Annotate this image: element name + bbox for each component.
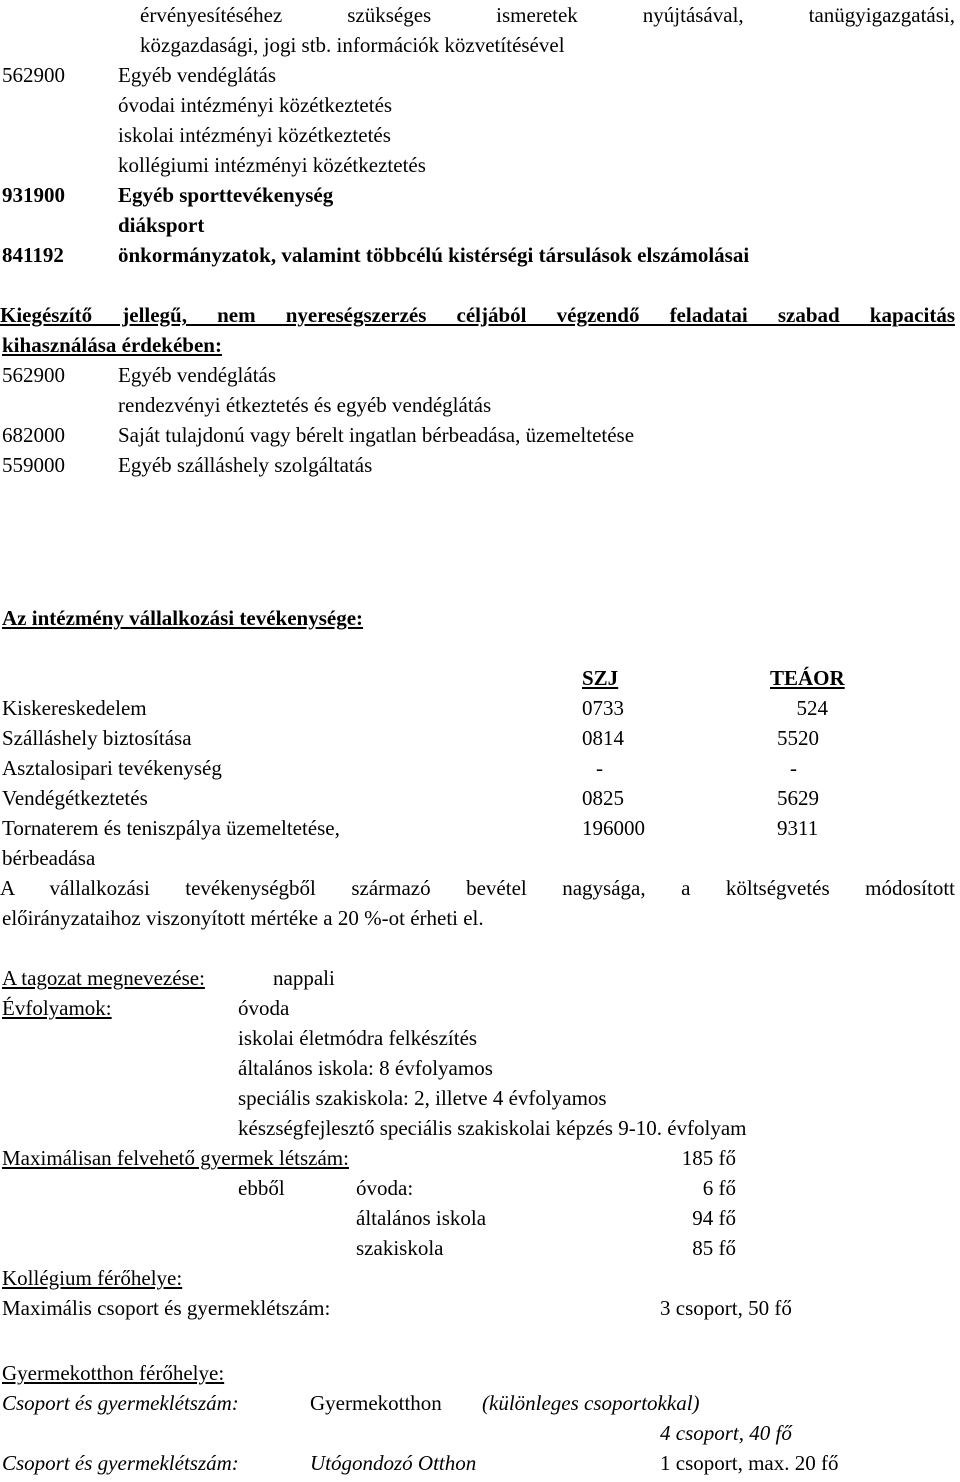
business-table-row [0,813,960,843]
dormitory-heading-line [0,1263,960,1293]
capacity-breakdown-name: általános iskola [356,1206,487,1230]
business-heading-line [0,603,960,633]
business-szj-code: 196000 [582,816,645,840]
supplementary-heading-line-1 [0,300,960,330]
intro-text-2: közgazdasági, jogi stb. információk közvetítésével [140,33,565,57]
intro-text-1: érvényesítéséhez szükséges ismeretek nyújtásával, tanügyigazgatási, [140,3,955,27]
activity-label: önkormányzatok, valamint többcélú kistérségi társulások elszámolásai [118,243,750,267]
grades-line [0,1023,960,1053]
business-activity-name: Szálláshely biztosítása [2,726,192,750]
activity-row [0,210,960,240]
childrens-home-row-1-value [0,1418,960,1448]
supplementary-code: 559000 [2,453,65,477]
supplementary-row [0,390,960,420]
supplementary-row [0,360,960,390]
group-count-label: Csoport és gyermeklétszám: [2,1451,239,1475]
activity-row [0,120,960,150]
section-label: A tagozat megnevezése: [2,966,205,990]
activity-code: 562900 [2,63,65,87]
supplementary-label: rendezvényi étkeztetés és egyéb vendéglátás [118,393,492,417]
aftercare-home-capacity: 1 csoport, max. 20 fő [660,1451,839,1475]
supplementary-row [0,420,960,450]
business-szj-code: 0825 [582,786,624,810]
business-table-row [0,723,960,753]
childrens-home-label: Gyermekotthon férőhelye: [2,1361,225,1385]
activity-label: Egyéb vendéglátás [118,63,277,87]
activity-row [0,60,960,90]
capacity-breakdown-name: szakiskola [356,1236,444,1260]
capacity-breakdown-value: 6 fő [702,1176,736,1200]
grade-item: iskolai életmódra felkészítés [238,1026,478,1050]
activity-label: Egyéb sporttevékenység [118,183,334,207]
supplementary-heading-2: kihasználása érdekében: [2,333,222,357]
grades-label: Évfolyamok: [2,996,112,1020]
activity-label: iskolai intézményi közétkeztetés [118,123,391,147]
business-note-1: A vállalkozási tevékenységből származó bevétel nagysága, a költségvetés módosított [0,876,955,900]
group-count-label: Csoport és gyermeklétszám: [2,1391,239,1415]
childrens-home-row-2 [0,1448,960,1478]
capacity-total: 185 fő [681,1146,736,1170]
business-table-row [0,693,960,723]
grades-line [0,993,960,1023]
capacity-breakdown-value: 94 fő [692,1206,736,1230]
business-teaor-code: 9311 [777,816,819,840]
business-table-row [0,753,960,783]
grades-line [0,1053,960,1083]
dormitory-capacity-line [0,1293,960,1323]
childrens-home-qualifier: (különleges csoportokkal) [482,1391,700,1415]
business-table-header [0,663,960,693]
business-table-row [0,783,960,813]
capacity-breakdown-name: óvoda: [356,1176,414,1200]
business-activity-name: Asztalosipari tevékenység [2,756,222,780]
business-note-2: előirányzataihoz viszonyított mértéke a 20 %-ot érheti el. [2,906,484,930]
grade-item: általános iskola: 8 évfolyamos [238,1056,493,1080]
business-note-line-1 [0,873,960,903]
activity-code: 841192 [2,243,64,267]
grade-item: óvoda [238,996,290,1020]
section-value: nappali [273,966,335,990]
childrens-home-heading-line [0,1358,960,1388]
childrens-home-capacity: 4 csoport, 40 fő [660,1421,792,1445]
business-teaor-code: - [790,756,797,780]
capacity-line [0,1143,960,1173]
childrens-home-row-1 [0,1388,960,1418]
dormitory-max-label: Maximális csoport és gyermeklétszám: [2,1296,331,1320]
capacity-breakdown-row [0,1173,960,1203]
supplementary-label: Egyéb vendéglátás [118,363,277,387]
business-activity-name: Kiskereskedelem [2,696,147,720]
activity-row [0,240,960,270]
supplementary-label: Egyéb szálláshely szolgáltatás [118,453,373,477]
capacity-breakdown-row [0,1233,960,1263]
grade-item: speciális szakiskola: 2, illetve 4 évfolyamos [238,1086,607,1110]
capacity-breakdown-value: 85 fő [692,1236,736,1260]
aftercare-home-name: Utógondozó Otthon [310,1451,477,1475]
activity-label: óvodai intézményi közétkeztetés [118,93,393,117]
business-szj-code: - [596,756,603,780]
supplementary-row [0,450,960,480]
business-activity-name-continuation: bérbeadása [2,846,96,870]
business-heading: Az intézmény vállalkozási tevékenysége: [2,606,364,630]
supplementary-heading-line-2 [0,330,960,360]
childrens-home-name: Gyermekotthon [310,1391,442,1415]
business-table-row-continuation [0,843,960,873]
business-activity-name: Tornaterem és teniszpálya üzemeltetése, [2,816,340,840]
column-header-teaor: TEÁOR [770,666,845,690]
grades-line [0,1083,960,1113]
supplementary-code: 562900 [2,363,65,387]
activity-label: diáksport [118,213,205,237]
capacity-breakdown-row [0,1203,960,1233]
activity-row [0,150,960,180]
capacity-of-which: ebből [238,1176,285,1200]
activity-row [0,180,960,210]
column-header-szj: SZJ [582,666,619,690]
supplementary-code: 682000 [2,423,65,447]
supplementary-heading-1: Kiegészítő jellegű, nem nyereségszerzés céljából végzendő feladatai szabad kapacitás [0,303,955,327]
grades-line [0,1113,960,1143]
capacity-label: Maximálisan felvehető gyermek létszám: [2,1146,349,1170]
business-szj-code: 0814 [582,726,624,750]
activity-code: 931900 [2,183,65,207]
dormitory-label: Kollégium férőhelye: [2,1266,183,1290]
activity-label: kollégiumi intézményi közétkeztetés [118,153,426,177]
section-line [0,963,960,993]
business-teaor-code: 5520 [777,726,819,750]
business-note-line-2 [0,903,960,933]
activity-row [0,90,960,120]
business-szj-code: 0733 [582,696,624,720]
intro-line-2 [0,30,960,60]
business-teaor-code: 5629 [777,786,819,810]
business-activity-name: Vendégétkeztetés [2,786,148,810]
business-teaor-code: 524 [796,696,828,720]
dormitory-max-value: 3 csoport, 50 fő [660,1296,792,1320]
supplementary-label: Saját tulajdonú vagy bérelt ingatlan bérbeadása, üzemeltetése [118,423,635,447]
grade-item: készségfejlesztő speciális szakiskolai képzés 9-10. évfolyam [238,1116,747,1140]
intro-line-1 [0,0,960,30]
